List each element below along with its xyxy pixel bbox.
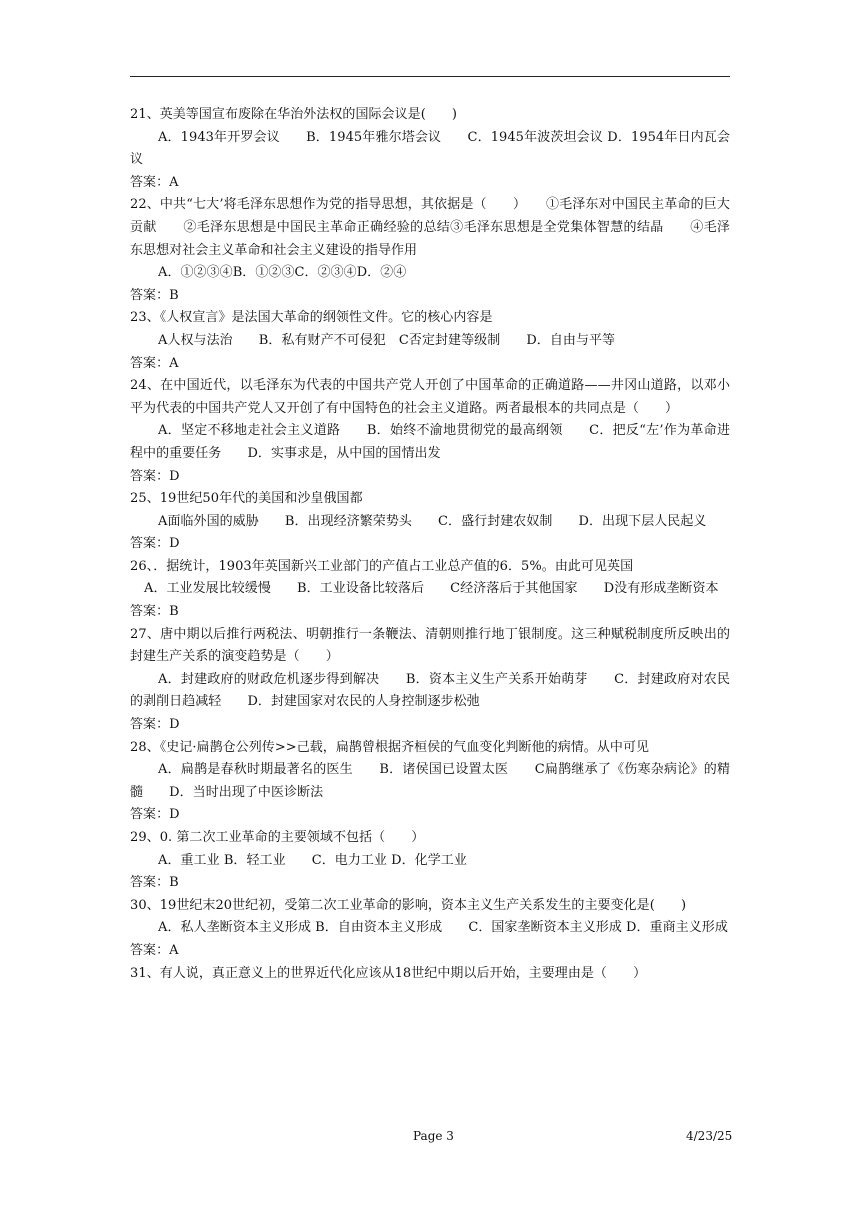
question-options: A．工业发展比较缓慢 B．工业设备比较落后 C经济落后于其他国家 D没有形成垄断资本: [144, 581, 719, 597]
footer-date: 4/23/25: [686, 1129, 733, 1143]
question-answer: 答案：D: [130, 468, 180, 484]
question-list: [130, 104, 730, 985]
question-answer: 答案：D: [130, 807, 180, 823]
question-answer: 答案：A: [130, 355, 179, 371]
question-options: A．私人垄断资本主义形成 B．自由资本主义形成 C．国家垄断资本主义形成 D．重商主义形成: [158, 920, 728, 936]
question-stem: 21、英美等国宣布废除在华治外法权的国际会议是( ): [130, 107, 458, 122]
question-stem: 24、在中国近代，以毛泽东为代表的中国共产党人开创了中国革命的正确道路——井冈山道路，以邓小平为代表的中国共产党人又开创了有中国特色的社会主义道路。两者最根本的共同点是（ ）: [130, 378, 730, 416]
question-options: A．坚定不移地走社会主义道路 B．始终不渝地贯彻党的最高纲领 C．把反“左’作为革命进程中的重要任务 D．实事求是，从中国的国情出发: [130, 423, 730, 461]
question-answer: 答案：A: [130, 174, 179, 190]
question-stem: 29、0. 第二次工业革命的主要领域不包括（ ）: [130, 830, 425, 845]
question-stem: 31、有人说，真正意义上的世界近代化应该从18世纪中期以后开始，主要理由是（ ）: [130, 965, 647, 981]
question-stem: 23、《人权宣言》是法国大革命的纲领性文件。它的核心内容是: [130, 310, 493, 326]
question-answer: 答案：D: [130, 536, 180, 552]
question-stem: 22、中共“七大’将毛泽东思想作为党的指导思想，其依据是（ ） ①毛泽东对中国民主革命的巨大贡献 ②毛泽东思想是中国民主革命正确经验的总结③毛泽东思想是全党集体智慧的结晶 ④毛泽东思想对社会主义革命和社会主义建设的指导作用: [130, 197, 730, 258]
question-stem: 30、19世纪末20世纪初，受第二次工业革命的影响，资本主义生产关系发生的主要变化是( ): [130, 897, 687, 913]
question-options: A．扁鹊是春秋时期最著名的医生 B．诸侯国已设置太医 C扁鹊继承了《伤寒杂病论》的精髓 D．当时出现了中医诊断法: [130, 762, 730, 800]
question-answer: 答案：B: [130, 604, 179, 620]
question-options: A面临外国的威胁 B．出现经济繁荣势头 C．盛行封建农奴制 D．出现下层人民起义: [158, 513, 707, 529]
question-options: A．①②③④B．①②③C．②③④D．②④: [158, 265, 407, 281]
question-options: A人权与法治 B．私有财产不可侵犯 C否定封建等级制 D．自由与平等: [158, 332, 616, 348]
question-options: A．重工业 B．轻工业 C．电力工业 D．化学工业: [158, 852, 467, 868]
header-rule: [130, 76, 730, 77]
question-stem: 26、．据统计，1903年英国新兴工业部门的产值占工业总产值的6．5%。由此可见英国: [130, 558, 634, 574]
question-answer: 答案：B: [130, 287, 179, 303]
question-stem: 25、19世纪50年代的美国和沙皇俄国都: [130, 491, 363, 507]
question-stem: 27、唐中期以后推行两税法、明朝推行一条鞭法、清朝则推行地丁银制度。这三种赋税制度所反映出的封建生产关系的演变趋势是（ ）: [130, 626, 730, 665]
question-answer: 答案：D: [130, 717, 180, 733]
question-stem: 28、《史记·扁鹊仓公列传>>己载，扁鹊曾根据齐桓侯的气血变化判断他的病情。从中可见: [130, 739, 650, 755]
question-answer: 答案：B: [130, 875, 179, 891]
page-number: Page 3: [413, 1129, 454, 1143]
question-answer: 答案：A: [130, 942, 179, 958]
question-options: A．1943年开罗会议 B．1945年雅尔塔会议 C．1945年波茨坦会议 D．1954年日内瓦会议: [130, 129, 730, 168]
question-options: A．封建政府的财政危机逐步得到解决 B．资本主义生产关系开始萌芽 C．封建政府对农民的剥削日趋减轻 D．封建国家对农民的人身控制逐步松弛: [130, 671, 730, 710]
